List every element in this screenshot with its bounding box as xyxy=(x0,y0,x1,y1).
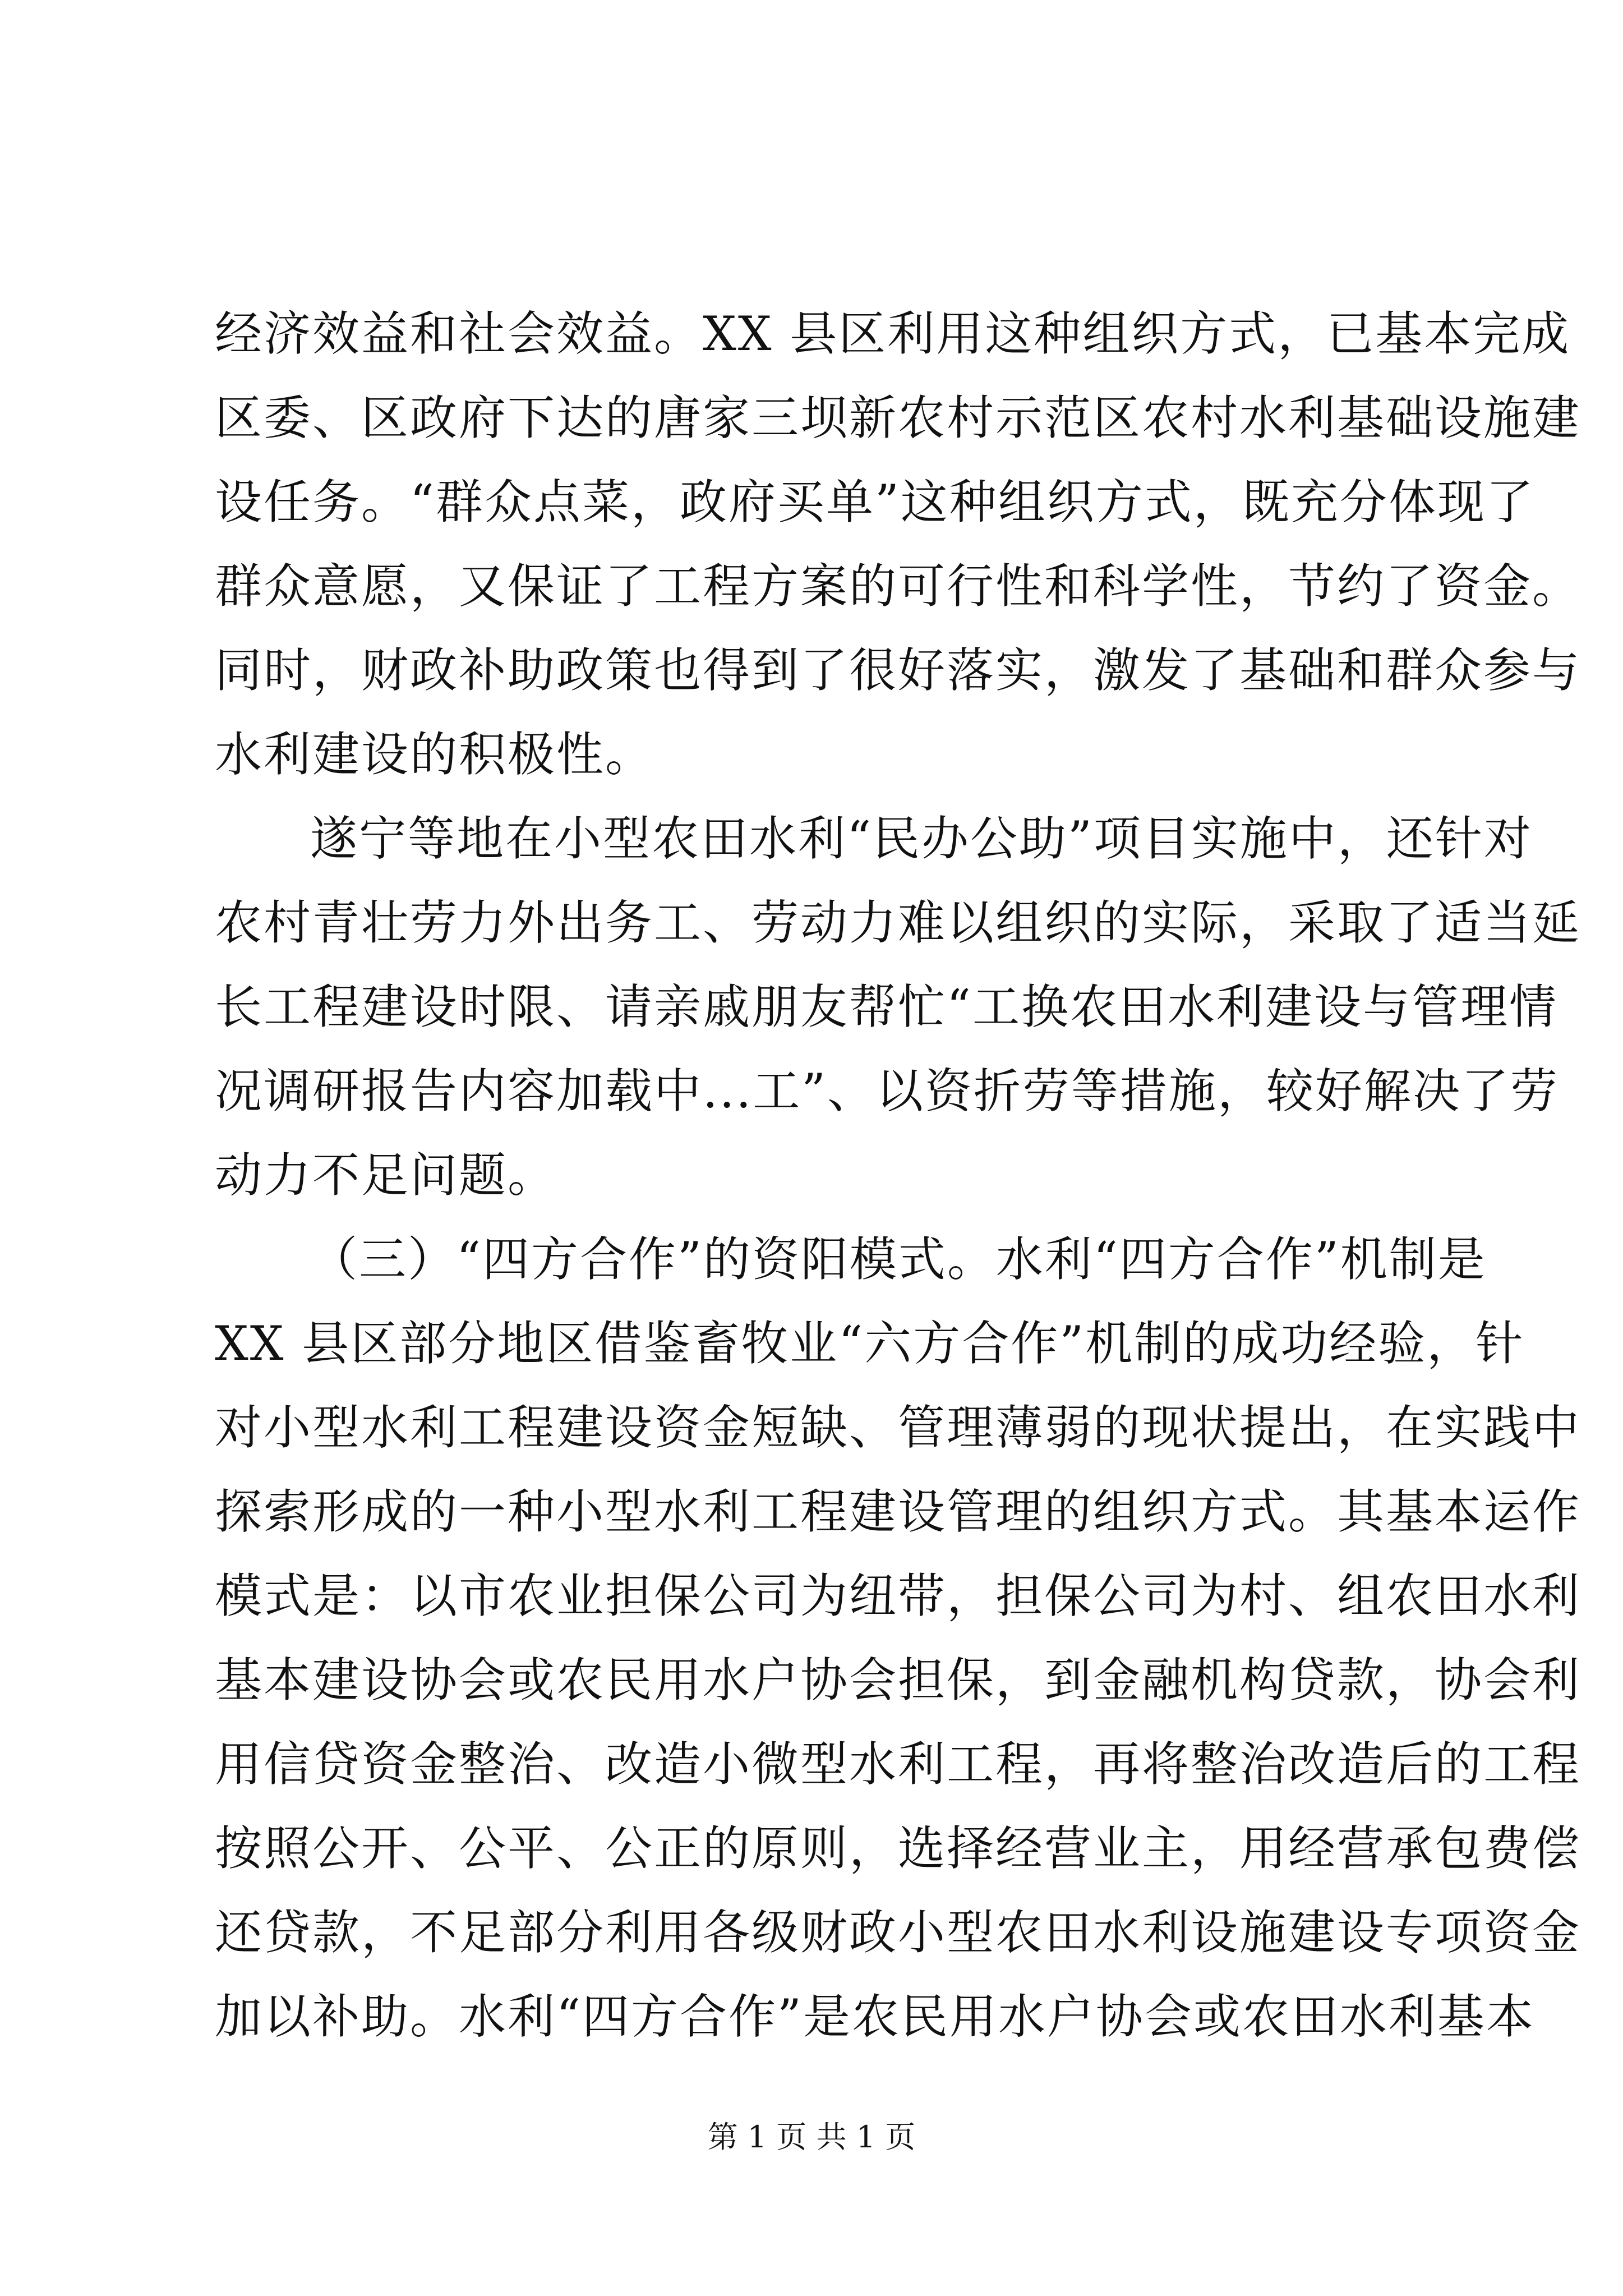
text-line: 长工程建设时限、请亲戚朋友帮忙“工换农田水利建设与管理情 xyxy=(215,979,1558,1034)
text-line: XX 县区部分地区借鉴畜牧业“六方合作”机制的成功经验，针 xyxy=(215,1316,1525,1371)
text-line: 还贷款，不足部分利用各级财政小型农田水利设施建设专项资金 xyxy=(215,1905,1581,1960)
text-line: 基本建设协会或农民用水户协会担保，到金融机构贷款，协会利 xyxy=(215,1653,1581,1708)
text-line: 况调研报告内容加载中...工”、以资折劳等措施，较好解决了劳 xyxy=(215,1064,1560,1119)
text-line: 探索形成的一种小型水利工程建设管理的组织方式。其基本运作 xyxy=(215,1484,1581,1539)
text-line: 农村青壮劳力外出务工、劳动力难以组织的实际，采取了适当延 xyxy=(215,895,1581,950)
section-heading-line: （三）“四方合作”的资阳模式。水利“四方合作”机制是 xyxy=(310,1232,1487,1287)
text-line: 按照公开、公平、公正的原则，选择经营业主，用经营承包费偿 xyxy=(215,1821,1581,1876)
text-line: 同时，财政补助政策也得到了很好落实，激发了基础和群众参与 xyxy=(215,643,1581,698)
text-line: 区委、区政府下达的唐家三坝新农村示范区农村水利基础设施建 xyxy=(215,390,1581,445)
page-footer: 第 1 页 共 1 页 xyxy=(707,2119,916,2155)
text-line: 群众意愿，又保证了工程方案的可行性和科学性，节约了资金。 xyxy=(215,559,1581,614)
text-line: 用信贷资金整治、改造小微型水利工程，再将整治改造后的工程 xyxy=(215,1737,1581,1792)
text-line: 水利建设的积极性。 xyxy=(215,727,654,782)
text-line: 经济效益和社会效益。XX 县区利用这种组织方式，已基本完成 xyxy=(215,306,1571,361)
paragraph-first-line: 遂宁等地在小型农田水利“民办公助”项目实施中，还针对 xyxy=(310,811,1533,866)
text-line: 对小型水利工程建设资金短缺、管理薄弱的现状提出，在实践中 xyxy=(215,1400,1581,1455)
text-line: 动力不足问题。 xyxy=(215,1148,557,1203)
text-line: 加以补助。水利“四方合作”是农民用水户协会或农田水利基本 xyxy=(215,1989,1535,2044)
text-line: 设任务。“群众点菜，政府买单”这种组织方式，既充分体现了 xyxy=(215,475,1535,530)
text-line: 模式是：以市农业担保公司为纽带，担保公司为村、组农田水利 xyxy=(215,1568,1581,1623)
